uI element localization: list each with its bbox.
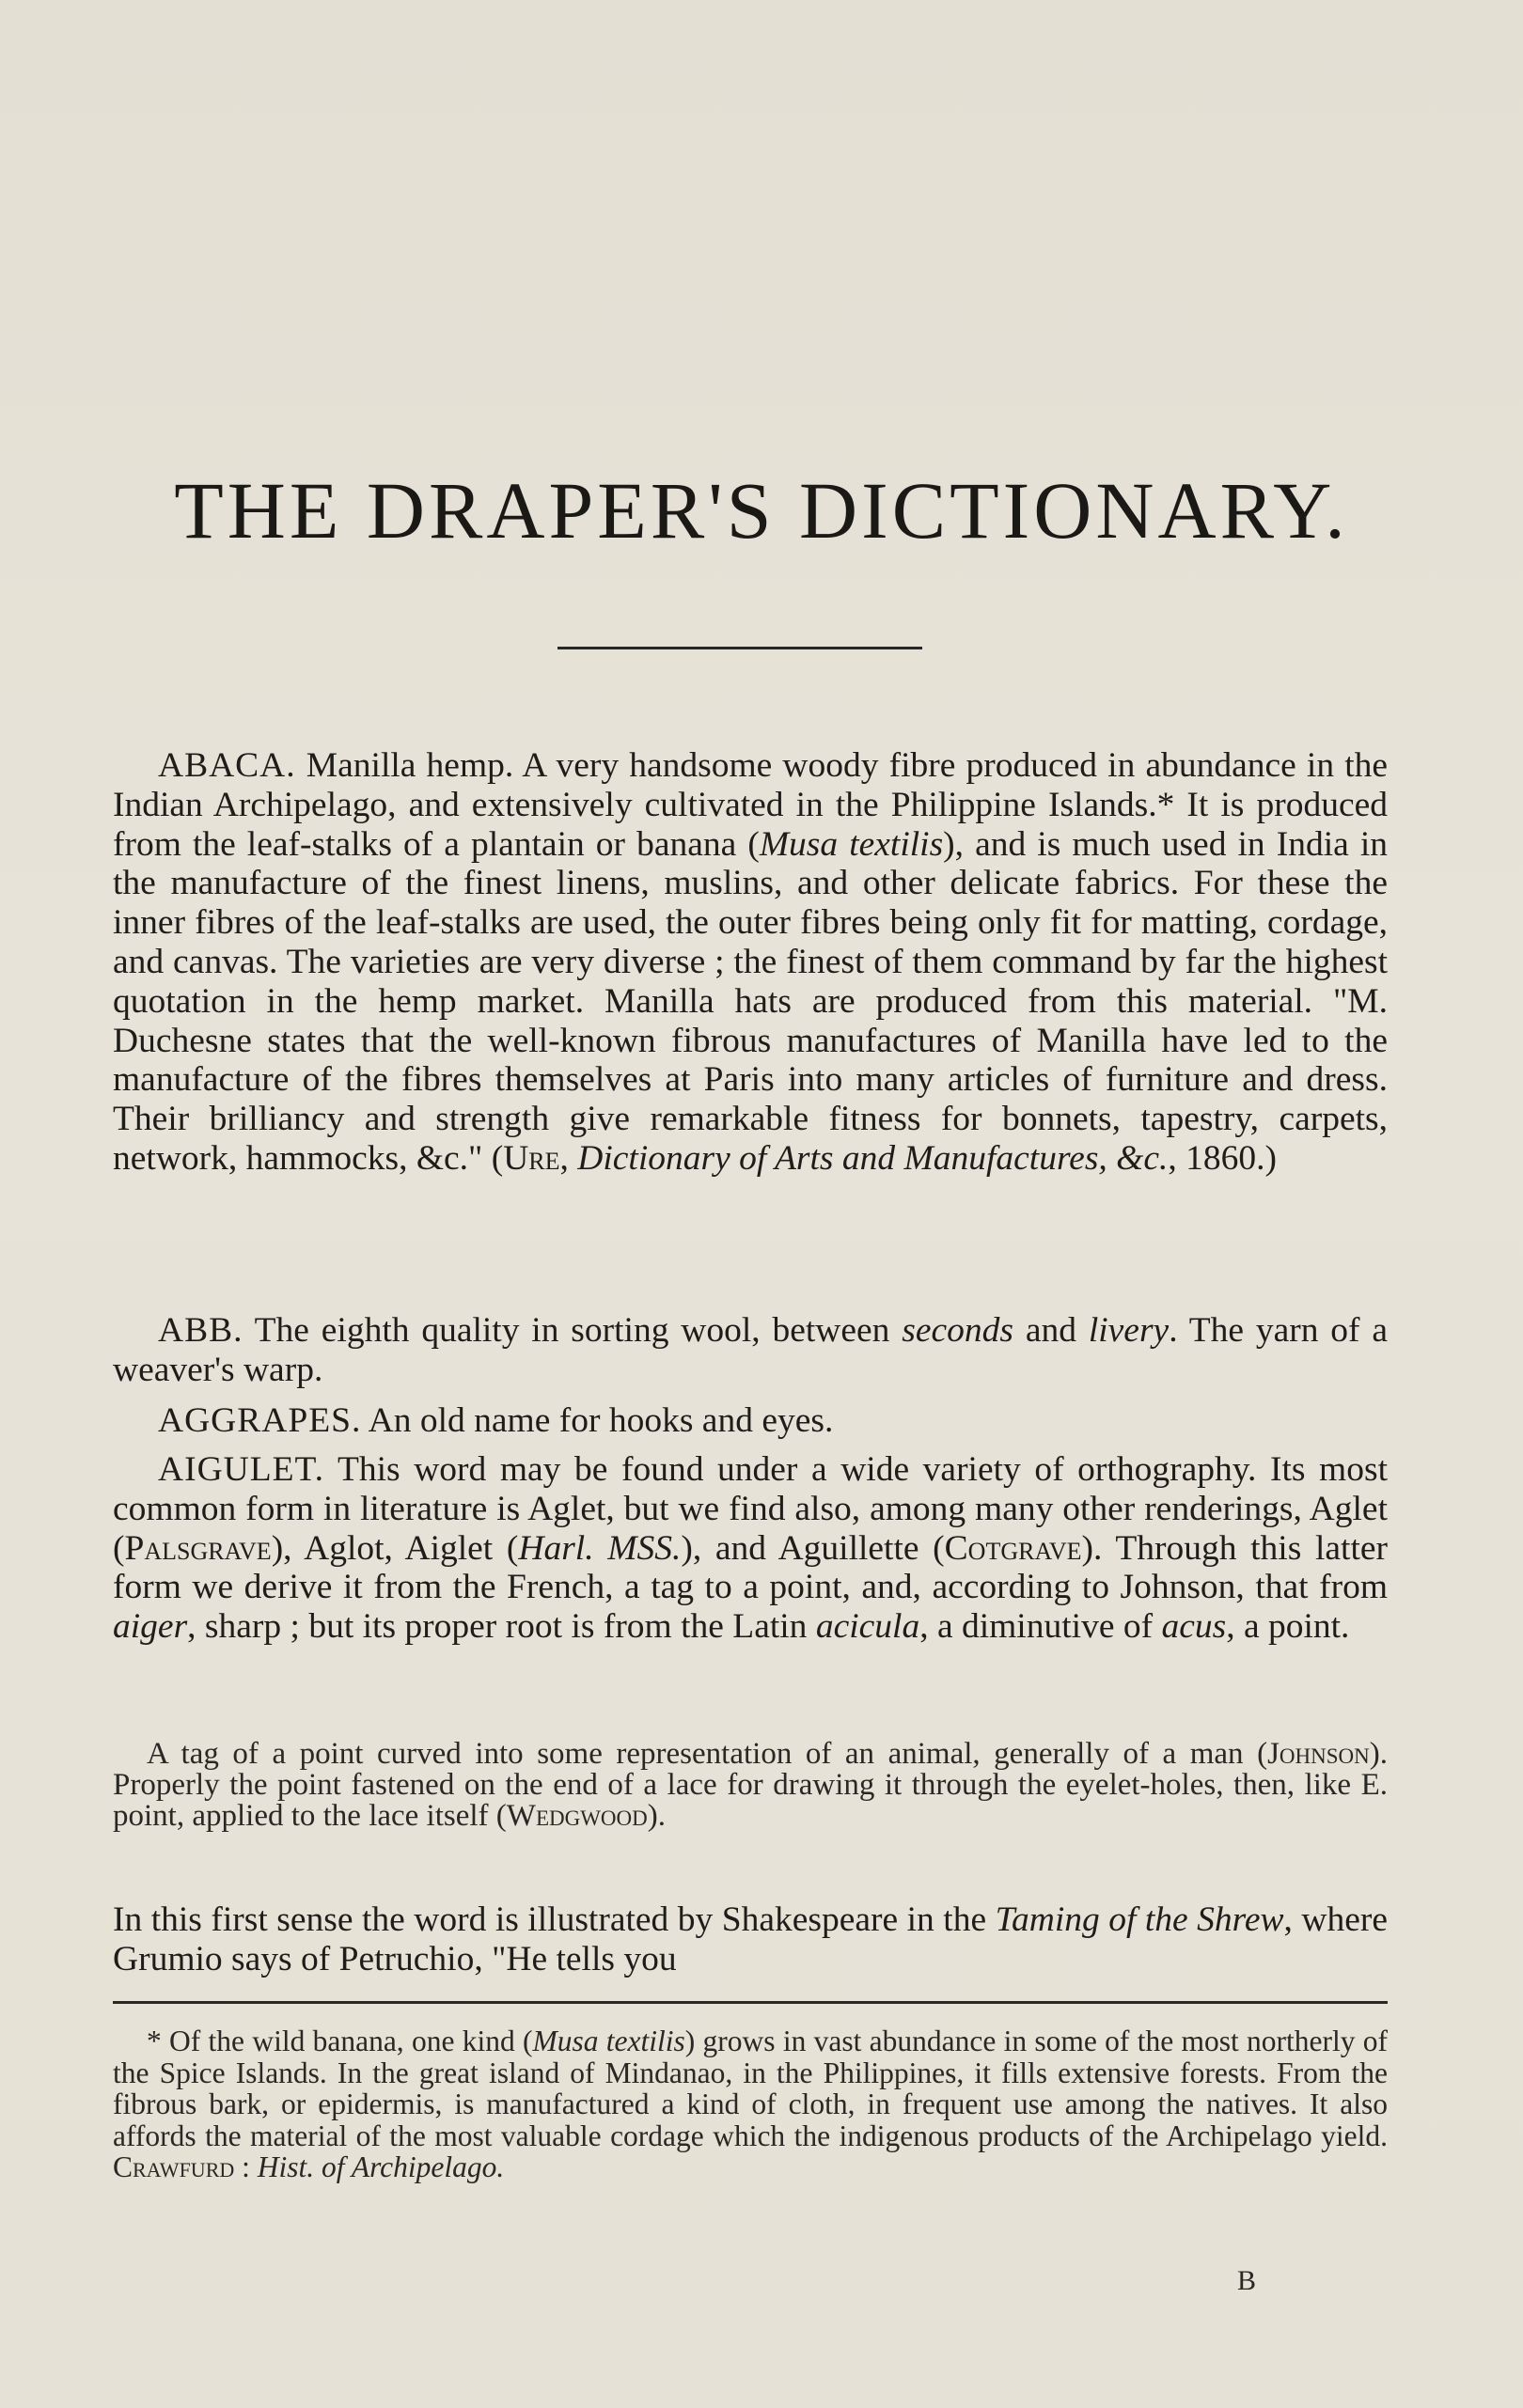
entry-abaca-text <box>113 746 1388 1179</box>
footnote-rule <box>113 2001 1388 2004</box>
entry-abb-italic: livery <box>1088 1311 1170 1350</box>
continuation-italic: Taming of the Shrew <box>995 1900 1284 1939</box>
headword-abb: ABB. <box>158 1311 243 1350</box>
footnote-text <box>113 2025 1388 2183</box>
headword-aggrapes: AGGRAPES. <box>158 1401 362 1440</box>
footnote-italic: Hist. of Archipelago. <box>257 2150 505 2183</box>
footnote-part: ) grows in vast abundance in some of the most northerly of the Spice Islands. In the great island of Mindanao, in the Philippines, it fills extensive forests. From the fibrous bark, or epidermis, is manufactured a kind of cloth, in frequent use among the natives. It also affords the material of the most valuable cordage which the indigenous products of the Archipelago yield. <box>113 2025 1388 2152</box>
entry-abb-italic: seconds <box>902 1311 1013 1350</box>
quotation-text <box>113 1739 1388 1832</box>
entry-abaca-part: , 1860.) <box>1168 1138 1277 1178</box>
entry-aigulet <box>113 1450 1388 1647</box>
entry-abaca <box>113 746 1388 1179</box>
entry-aigulet-part: ). Through this latter form we derive it from the French, a tag to a point, and, according to Johnson, that from <box>113 1528 1388 1607</box>
footnote-part: : <box>242 2150 250 2183</box>
entry-abb-part: The eighth quality in sorting wool, between <box>254 1311 890 1350</box>
entry-aigulet-part: , sharp ; but its proper root is from the Latin <box>187 1607 808 1647</box>
entry-aigulet-part: ), Aglot, Aiglet ( <box>271 1528 519 1568</box>
entry-aigulet-part: This word may be found under a wide variety of orthography. Its most common form in literature is Aglet, but we find also, among many other renderings, Aglet ( <box>113 1450 1388 1568</box>
quotation-part: ). Properly the point fastened on the end of a lace for drawing it through the eyelet-holes, then, like E. point, applied to the lace itself ( <box>113 1737 1388 1833</box>
footnote <box>113 2025 1388 2183</box>
entry-abaca-part: Manilla hemp. A very handsome woody fibre produced in abundance in the Indian Archipelago, and extensively cultivated in the Philippine Islands.* It is produced from the leaf-stalks of a plantain or banana ( <box>113 746 1389 864</box>
footnote-part: * Of the wild banana, one kind ( <box>147 2025 533 2057</box>
headword-aigulet: AIGULET. <box>158 1450 325 1489</box>
entry-aigulet-smallcaps: Cotgrave <box>944 1528 1082 1568</box>
entry-aigulet-italic: Harl. MSS. <box>518 1528 682 1568</box>
entry-abb-part: . The yarn of a weaver's warp. <box>113 1311 1389 1389</box>
entry-aigulet-text <box>113 1450 1388 1647</box>
entry-abb <box>113 1311 1388 1390</box>
entry-abb-part: and <box>1025 1311 1076 1350</box>
quotation-block <box>113 1739 1388 1832</box>
entry-aggrapes-text <box>113 1401 1388 1441</box>
continuation-part: , where Grumio says of Petruchio, "He tells you <box>113 1900 1388 1978</box>
entry-aigulet-italic: acus <box>1161 1607 1227 1647</box>
entry-abb-text <box>113 1311 1388 1390</box>
footnote-italic: Musa textilis <box>532 2025 685 2057</box>
title-rule <box>557 647 922 649</box>
entry-abaca-italic: Dictionary of Arts and Manufactures, &c. <box>577 1138 1169 1178</box>
footnote-smallcaps: Crawfurd <box>113 2150 235 2183</box>
continuation-paragraph <box>113 1900 1388 1979</box>
quotation-smallcaps: Johnson <box>1267 1737 1370 1771</box>
entry-aggrapes-part: An old name for hooks and eyes. <box>368 1401 834 1440</box>
entry-abaca-part: ), and is much used in India in the manufacture of the finest linens, muslins, and other delicate fabrics. For these the inner fibres of the leaf-stalks are used, the outer fibres being only fit for matting, cordage, and canvas. The varieties are very diverse ; the finest of them command by far the highest quotation in the hemp market. Manilla hats are produced from this material. "M. Duchesne states that the well-known fibrous manufactures of Manilla have led to the manufacture of the fibres themselves at Paris into many articles of furniture and dress. Their brilliancy and strength give remarkable fitness for bonnets, tapestry, carpets, network, hammocks, &c." ( <box>113 824 1388 1178</box>
page-title: THE DRAPER'S DICTIONARY. <box>174 465 1349 555</box>
entry-aigulet-italic: aiger <box>113 1607 188 1647</box>
entry-aigulet-part: , a point. <box>1226 1607 1350 1647</box>
quotation-part: ). <box>647 1799 667 1833</box>
entry-aigulet-smallcaps: Palsgrave <box>124 1528 272 1568</box>
entry-abaca-part: , <box>559 1138 569 1178</box>
entry-aigulet-italic: acicula <box>815 1607 920 1647</box>
entry-aigulet-part: , a diminutive of <box>919 1607 1154 1647</box>
entry-aigulet-part: ), and Aguillette ( <box>681 1528 945 1568</box>
entry-aggrapes <box>113 1401 1388 1441</box>
headword-abaca: ABACA. <box>158 746 296 785</box>
continuation-text <box>113 1900 1388 1979</box>
quotation-smallcaps: Wedgwood <box>506 1799 648 1833</box>
continuation-part: In this first sense the word is illustrated by Shakespeare in the <box>113 1900 987 1939</box>
entry-abaca-smallcaps: Ure <box>503 1138 560 1178</box>
signature-mark: B <box>1237 2265 1258 2296</box>
quotation-part: A tag of a point curved into some representation of an animal, generally of a man ( <box>147 1737 1268 1771</box>
entry-abaca-italic: Musa textilis <box>759 824 944 864</box>
